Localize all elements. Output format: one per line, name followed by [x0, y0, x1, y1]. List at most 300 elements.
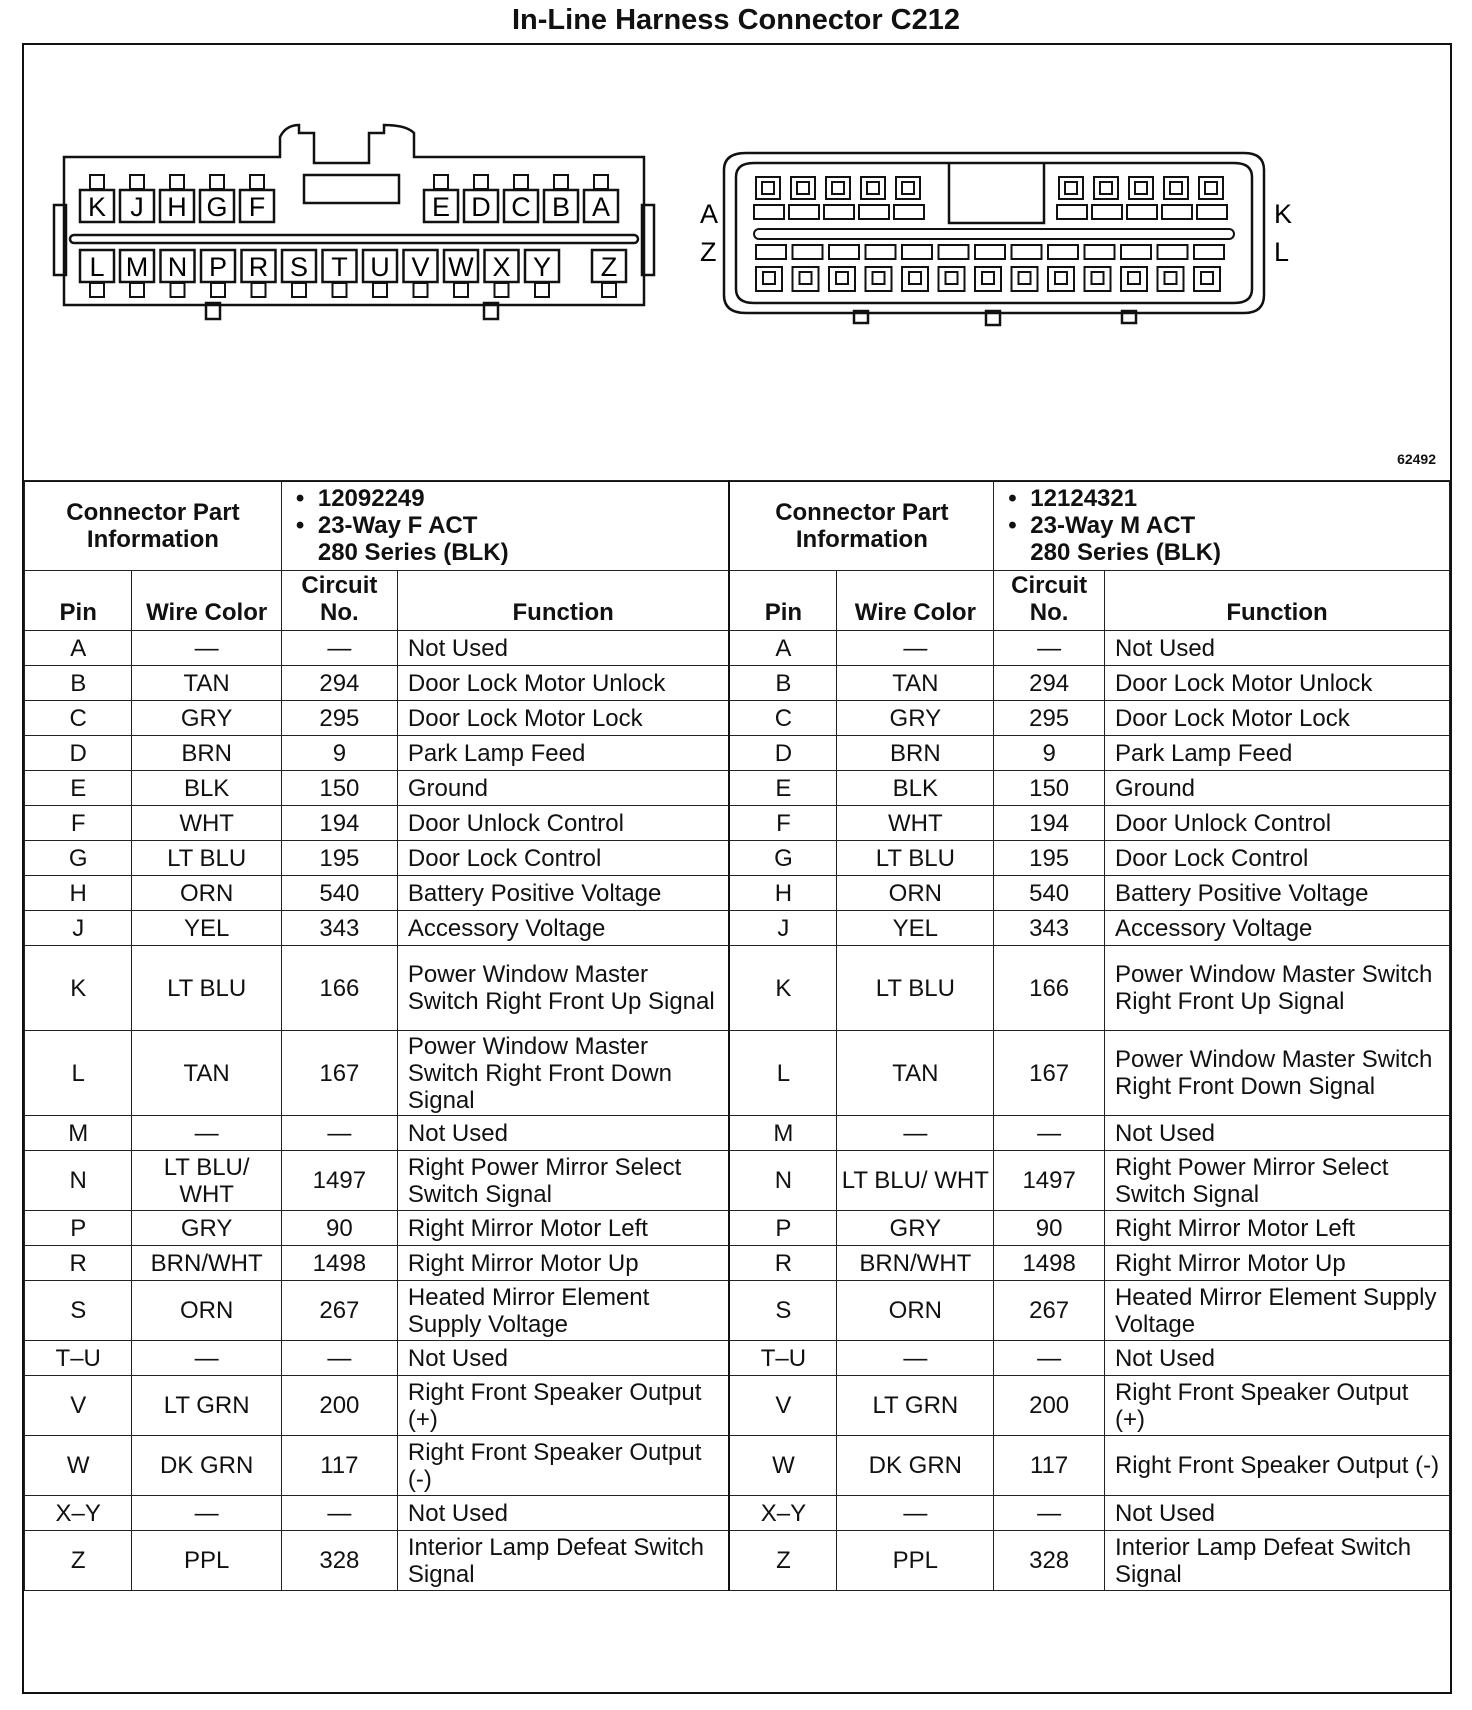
circuit-cell: — — [994, 1341, 1105, 1376]
connector-series-left: 280 Series (BLK) — [317, 539, 509, 566]
pin-cavity — [756, 177, 780, 199]
wire-color-cell: GRY — [837, 701, 994, 736]
pin-cell: J — [729, 911, 836, 946]
circuit-cell: 1498 — [994, 1246, 1105, 1281]
pin-terminal — [867, 182, 879, 194]
pin-label: L — [89, 252, 105, 282]
circuit-cell: 195 — [281, 841, 397, 876]
pin-cavity — [826, 177, 850, 199]
circuit-cell: 117 — [281, 1436, 397, 1496]
connector-info-data-left: • 12092249 • 23-Way F ACT 280 Series (BLK) — [281, 481, 729, 571]
header-circuit-no: Circuit No. — [994, 571, 1105, 631]
wire-color-cell: PPL — [837, 1531, 994, 1591]
pin-label: B — [551, 192, 571, 222]
wire-color-cell: TAN — [132, 666, 281, 701]
function-cell: Ground — [397, 771, 729, 806]
function-cell: Not Used — [397, 631, 729, 666]
pin-terminal — [836, 272, 848, 284]
table-row — [25, 1116, 1450, 1151]
table-row — [25, 806, 1450, 841]
pin-cavity — [1085, 267, 1111, 291]
pin-cell: D — [25, 736, 132, 771]
header-function: Function — [397, 571, 729, 631]
pin-label: X — [492, 252, 511, 282]
wire-color-cell: — — [837, 631, 994, 666]
wire-color-cell: YEL — [837, 911, 994, 946]
pin-cavity-slot — [1197, 205, 1227, 219]
circuit-cell: 1497 — [994, 1151, 1105, 1211]
table-row — [25, 1031, 1450, 1116]
connector-info-label-left: Connector Part Information — [25, 481, 282, 571]
pin-cell: H — [729, 876, 836, 911]
function-cell: Door Lock Motor Lock — [1104, 701, 1449, 736]
pin-label: Z — [600, 252, 618, 282]
pin-latch — [535, 283, 549, 297]
table-row — [25, 736, 1450, 771]
function-cell: Door Lock Motor Unlock — [397, 666, 729, 701]
pin-cell: E — [25, 771, 132, 806]
function-cell: Power Window Master Switch Right Front Down Signal — [1104, 1031, 1449, 1116]
pin-cavity — [829, 267, 855, 291]
circuit-cell: 343 — [281, 911, 397, 946]
pin-cavity-slot — [1162, 205, 1192, 219]
wire-color-cell: GRY — [837, 1211, 994, 1246]
pin-cell: C — [25, 701, 132, 736]
pin-cavity-slot — [939, 245, 969, 259]
part-number-left: 12092249 — [317, 485, 425, 512]
connector-type-right: 23-Way M ACT — [1030, 512, 1196, 539]
circuit-cell: — — [281, 1496, 397, 1531]
function-cell: Not Used — [397, 1496, 729, 1531]
circuit-cell: — — [281, 1116, 397, 1151]
pin-label: P — [208, 252, 228, 282]
pin-terminal — [909, 272, 921, 284]
pin-terminal — [1205, 182, 1217, 194]
pin-cell: E — [729, 771, 836, 806]
pin-cavity-slot — [1012, 245, 1042, 259]
wire-color-cell: BLK — [837, 771, 994, 806]
circuit-cell: 9 — [281, 736, 397, 771]
wire-color-cell: LT BLU/ WHT — [132, 1151, 281, 1211]
function-cell: Accessory Voltage — [397, 911, 729, 946]
pinout-table — [24, 480, 1450, 1591]
pin-cavity — [896, 177, 920, 199]
circuit-cell: 167 — [994, 1031, 1105, 1116]
circuit-cell: 166 — [994, 946, 1105, 1031]
pin-terminal — [832, 182, 844, 194]
pin-latch — [474, 175, 488, 189]
circuit-cell: 294 — [994, 666, 1105, 701]
circuit-cell: 166 — [281, 946, 397, 1031]
header-wire-color: Wire Color — [132, 571, 281, 631]
wire-color-cell: ORN — [132, 1281, 281, 1341]
pin-cell: M — [729, 1116, 836, 1151]
pin-cell: C — [729, 701, 836, 736]
pin-cavity-slot — [824, 205, 854, 219]
wire-color-cell: LT BLU — [837, 946, 994, 1031]
pin-terminal — [902, 182, 914, 194]
pin-cell: F — [25, 806, 132, 841]
function-cell: Not Used — [1104, 1116, 1449, 1151]
pin-cell: H — [25, 876, 132, 911]
pin-cavity-slot — [829, 245, 859, 259]
wire-color-cell: — — [837, 1341, 994, 1376]
wire-color-cell: LT GRN — [837, 1376, 994, 1436]
circuit-cell: 195 — [994, 841, 1105, 876]
pin-cavity-slot — [894, 205, 924, 219]
part-number-right: 12124321 — [1030, 485, 1138, 512]
wire-color-cell: WHT — [132, 806, 281, 841]
function-cell: Right Front Speaker Output (+) — [1104, 1376, 1449, 1436]
circuit-cell: — — [994, 1496, 1105, 1531]
pin-cell: G — [729, 841, 836, 876]
pin-cavity-slot — [1127, 205, 1157, 219]
function-cell: Right Mirror Motor Up — [397, 1246, 729, 1281]
pin-cavity — [756, 267, 782, 291]
pin-cavity-slot — [902, 245, 932, 259]
circuit-cell: 117 — [994, 1436, 1105, 1496]
pin-label: A — [591, 192, 611, 222]
wire-color-cell: ORN — [132, 876, 281, 911]
pin-label: V — [411, 252, 430, 282]
wire-color-cell: BRN — [837, 736, 994, 771]
pin-latch — [292, 283, 306, 297]
table-row — [25, 1436, 1450, 1496]
function-cell: Interior Lamp Defeat Switch Signal — [397, 1531, 729, 1591]
pin-cavity — [791, 177, 815, 199]
wire-color-cell: — — [132, 631, 281, 666]
pin-cell: T–U — [729, 1341, 836, 1376]
pin-latch — [594, 175, 608, 189]
pin-cell: S — [25, 1281, 132, 1341]
pin-cavity — [975, 267, 1001, 291]
right-connector-label-z: Z — [700, 237, 717, 267]
function-cell: Park Lamp Feed — [397, 736, 729, 771]
pin-label: D — [471, 192, 491, 222]
wire-color-cell: GRY — [132, 701, 281, 736]
wire-color-cell: BRN — [132, 736, 281, 771]
circuit-cell: 295 — [281, 701, 397, 736]
circuit-cell: 150 — [994, 771, 1105, 806]
header-function: Function — [1104, 571, 1449, 631]
pin-cell: S — [729, 1281, 836, 1341]
pin-terminal — [1019, 272, 1031, 284]
pin-cavity — [1121, 267, 1147, 291]
table-row — [25, 876, 1450, 911]
pin-cavity — [902, 267, 928, 291]
pin-terminal — [1092, 272, 1104, 284]
pin-cell: B — [729, 666, 836, 701]
table-row — [25, 1246, 1450, 1281]
pin-label: H — [167, 192, 187, 222]
function-cell: Battery Positive Voltage — [397, 876, 729, 911]
pin-cell: L — [25, 1031, 132, 1116]
function-cell: Heated Mirror Element Supply Voltage — [397, 1281, 729, 1341]
circuit-cell: 540 — [994, 876, 1105, 911]
connector-info-row — [25, 481, 1450, 571]
pin-latch — [454, 283, 468, 297]
pin-cavity-slot — [859, 205, 889, 219]
function-cell: Not Used — [397, 1341, 729, 1376]
pin-cavity — [939, 267, 965, 291]
circuit-cell: 200 — [281, 1376, 397, 1436]
column-header-row — [25, 571, 1450, 631]
circuit-cell: 194 — [994, 806, 1105, 841]
pin-cavity — [1158, 267, 1184, 291]
function-cell: Not Used — [1104, 631, 1449, 666]
function-cell: Not Used — [397, 1116, 729, 1151]
connector-drawing — [24, 45, 1450, 480]
wire-color-cell: ORN — [837, 876, 994, 911]
right-connector-label-k: K — [1274, 199, 1293, 229]
table-row — [25, 666, 1450, 701]
function-cell: Door Unlock Control — [1104, 806, 1449, 841]
pin-latch — [333, 283, 347, 297]
wire-color-cell: DK GRN — [132, 1436, 281, 1496]
pin-label: E — [431, 192, 451, 222]
pin-cavity-slot — [1085, 245, 1115, 259]
pin-cavity-slot — [793, 245, 823, 259]
circuit-cell: 194 — [281, 806, 397, 841]
pin-cavity — [1012, 267, 1038, 291]
wire-color-cell: LT BLU — [132, 841, 281, 876]
pin-cavity-slot — [1158, 245, 1188, 259]
pin-label: G — [206, 192, 228, 222]
pin-cell: V — [25, 1376, 132, 1436]
wire-color-cell: BLK — [132, 771, 281, 806]
function-cell: Right Front Speaker Output (+) — [397, 1376, 729, 1436]
pin-cell: R — [729, 1246, 836, 1281]
table-row — [25, 1281, 1450, 1341]
pin-cell: Z — [25, 1531, 132, 1591]
pin-cell: A — [25, 631, 132, 666]
circuit-cell: — — [281, 1341, 397, 1376]
pin-cell: A — [729, 631, 836, 666]
pin-cell: Z — [729, 1531, 836, 1591]
table-row — [25, 771, 1450, 806]
pin-cavity-slot — [1092, 205, 1122, 219]
pin-latch — [170, 175, 184, 189]
function-cell: Power Window Master Switch Right Front Up Signal — [397, 946, 729, 1031]
pin-terminal — [1100, 182, 1112, 194]
circuit-cell: 167 — [281, 1031, 397, 1116]
wire-color-cell: YEL — [132, 911, 281, 946]
function-cell: Power Window Master Switch Right Front Down Signal — [397, 1031, 729, 1116]
table-row — [25, 1376, 1450, 1436]
pin-label: Y — [532, 252, 552, 282]
right-connector-label-l: L — [1274, 237, 1290, 267]
pin-terminal — [797, 182, 809, 194]
connector-diagram — [24, 45, 1450, 482]
circuit-cell: 9 — [994, 736, 1105, 771]
function-cell: Right Front Speaker Output (-) — [397, 1436, 729, 1496]
circuit-cell: — — [994, 1116, 1105, 1151]
pin-cavity-slot — [789, 205, 819, 219]
pin-cell: T–U — [25, 1341, 132, 1376]
pin-cavity — [1048, 267, 1074, 291]
pin-terminal — [1065, 182, 1077, 194]
pin-cell: L — [729, 1031, 836, 1116]
pin-cell: N — [25, 1151, 132, 1211]
pin-label: W — [448, 252, 474, 282]
function-cell: Door Lock Motor Lock — [397, 701, 729, 736]
pin-cavity — [1194, 267, 1220, 291]
connector-rib — [754, 229, 1234, 239]
function-cell: Right Power Mirror Select Switch Signal — [397, 1151, 729, 1211]
header-circuit-no: Circuit No. — [281, 571, 397, 631]
pin-label: M — [125, 252, 149, 282]
pin-cell: K — [729, 946, 836, 1031]
pin-terminal — [800, 272, 812, 284]
wire-color-cell: LT BLU/ WHT — [837, 1151, 994, 1211]
circuit-cell: 343 — [994, 911, 1105, 946]
header-wire-color: Wire Color — [837, 571, 994, 631]
pin-cell: X–Y — [729, 1496, 836, 1531]
wire-color-cell: PPL — [132, 1531, 281, 1591]
pin-latch — [514, 175, 528, 189]
wire-color-cell: LT GRN — [132, 1376, 281, 1436]
pin-cavity — [793, 267, 819, 291]
pin-latch — [171, 283, 185, 297]
wire-color-cell: — — [132, 1496, 281, 1531]
page-title: In-Line Harness Connector C212 — [512, 4, 960, 36]
wire-color-cell: ORN — [837, 1281, 994, 1341]
function-cell: Door Unlock Control — [397, 806, 729, 841]
pin-label: S — [289, 252, 309, 282]
circuit-cell: 328 — [994, 1531, 1105, 1591]
pin-cavity — [1164, 177, 1188, 199]
wire-color-cell: — — [132, 1341, 281, 1376]
pin-cavity-slot — [1121, 245, 1151, 259]
function-cell: Not Used — [1104, 1496, 1449, 1531]
pin-label: N — [167, 252, 188, 282]
pin-cavity — [1129, 177, 1153, 199]
pin-latch — [250, 175, 264, 189]
header-pin: Pin — [729, 571, 836, 631]
pin-cell: X–Y — [25, 1496, 132, 1531]
pin-cavity — [861, 177, 885, 199]
pin-label: U — [370, 252, 390, 282]
pin-latch — [211, 283, 225, 297]
circuit-cell: 90 — [994, 1211, 1105, 1246]
circuit-cell: — — [281, 631, 397, 666]
circuit-cell: 540 — [281, 876, 397, 911]
pin-latch — [434, 175, 448, 189]
pin-latch — [602, 283, 616, 297]
pin-cavity-slot — [754, 205, 784, 219]
pin-cell: W — [729, 1436, 836, 1496]
pin-cavity-slot — [756, 245, 786, 259]
wire-color-cell: BRN/WHT — [132, 1246, 281, 1281]
connector-info-data-right: • 12124321 • 23-Way M ACT 280 Series (BLK) — [994, 481, 1450, 571]
pin-cell: G — [25, 841, 132, 876]
circuit-cell: 328 — [281, 1531, 397, 1591]
connector-info-label-right: Connector Part Information — [729, 481, 993, 571]
right-connector-label-a: A — [700, 199, 719, 229]
circuit-cell: 294 — [281, 666, 397, 701]
pin-cavity-slot — [1048, 245, 1078, 259]
pin-cell: B — [25, 666, 132, 701]
function-cell: Battery Positive Voltage — [1104, 876, 1449, 911]
pin-cell: K — [25, 946, 132, 1031]
left-top-pin-row — [80, 175, 618, 222]
pin-cell: P — [729, 1211, 836, 1246]
pin-cavity — [1199, 177, 1223, 199]
pin-latch — [130, 283, 144, 297]
wire-color-cell: LT BLU — [837, 841, 994, 876]
pin-terminal — [1135, 182, 1147, 194]
function-cell: Park Lamp Feed — [1104, 736, 1449, 771]
pin-latch — [252, 283, 266, 297]
wire-color-cell: TAN — [837, 1031, 994, 1116]
pin-cell: W — [25, 1436, 132, 1496]
function-cell: Heated Mirror Element Supply Voltage — [1104, 1281, 1449, 1341]
pin-cavity — [1094, 177, 1118, 199]
function-cell: Door Lock Motor Unlock — [1104, 666, 1449, 701]
function-cell: Ground — [1104, 771, 1449, 806]
pin-latch — [90, 283, 104, 297]
circuit-cell: 200 — [994, 1376, 1105, 1436]
table-row — [25, 1211, 1450, 1246]
pin-cavity — [866, 267, 892, 291]
pin-terminal — [762, 182, 774, 194]
pin-terminal — [873, 272, 885, 284]
function-cell: Power Window Master Switch Right Front Up Signal — [1104, 946, 1449, 1031]
wire-color-cell: WHT — [837, 806, 994, 841]
wire-color-cell: GRY — [132, 1211, 281, 1246]
table-row — [25, 631, 1450, 666]
header-pin: Pin — [25, 571, 132, 631]
wire-color-cell: TAN — [132, 1031, 281, 1116]
pin-cavity — [1059, 177, 1083, 199]
function-cell: Right Power Mirror Select Switch Signal — [1104, 1151, 1449, 1211]
pin-cavity-slot — [1194, 245, 1224, 259]
table-row — [25, 1496, 1450, 1531]
circuit-cell: 1498 — [281, 1246, 397, 1281]
pin-latch — [554, 175, 568, 189]
pin-cavity-slot — [866, 245, 896, 259]
function-cell: Not Used — [1104, 1341, 1449, 1376]
connector-frame — [22, 43, 1452, 1694]
table-row — [25, 701, 1450, 736]
circuit-cell: 267 — [281, 1281, 397, 1341]
pin-latch — [90, 175, 104, 189]
pin-latch — [414, 283, 428, 297]
pin-latch — [373, 283, 387, 297]
pin-label: K — [87, 192, 107, 222]
pin-latch — [210, 175, 224, 189]
pin-cell: V — [729, 1376, 836, 1436]
wire-color-cell: — — [132, 1116, 281, 1151]
right-pin-grid — [754, 177, 1234, 291]
circuit-cell: 267 — [994, 1281, 1105, 1341]
wire-color-cell: BRN/WHT — [837, 1246, 994, 1281]
table-row — [25, 1531, 1450, 1591]
function-cell: Door Lock Control — [1104, 841, 1449, 876]
pin-label: R — [248, 252, 269, 282]
pin-terminal — [1201, 272, 1213, 284]
pin-cell: F — [729, 806, 836, 841]
circuit-cell: 1497 — [281, 1151, 397, 1211]
table-row — [25, 1341, 1450, 1376]
pin-label: C — [511, 192, 531, 222]
circuit-cell: — — [994, 631, 1105, 666]
table-row — [25, 1151, 1450, 1211]
circuit-cell: 150 — [281, 771, 397, 806]
circuit-cell: 90 — [281, 1211, 397, 1246]
pin-terminal — [946, 272, 958, 284]
function-cell: Right Mirror Motor Up — [1104, 1246, 1449, 1281]
